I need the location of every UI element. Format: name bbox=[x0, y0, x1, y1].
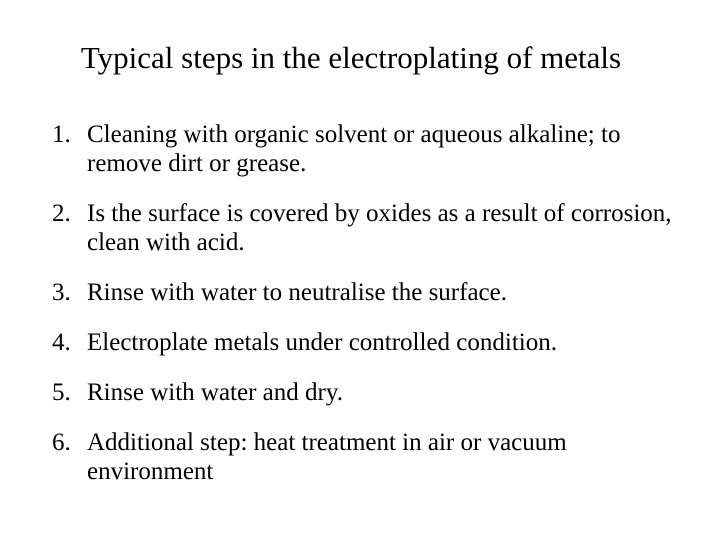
step-number: 1. bbox=[52, 121, 71, 148]
step-item bbox=[52, 328, 692, 357]
step-item bbox=[52, 378, 692, 407]
slide-title: Typical steps in the electroplating of metals bbox=[80, 40, 622, 75]
steps-list bbox=[52, 120, 692, 507]
step-text: Cleaning with organic solvent or aqueous alkaline; to remove dirt or grease. bbox=[87, 121, 621, 177]
step-number: 2. bbox=[52, 200, 71, 227]
step-item bbox=[52, 428, 692, 486]
step-number: 6. bbox=[52, 429, 71, 456]
step-text: Rinse with water to neutralise the surface. bbox=[87, 279, 507, 306]
step-number: 4. bbox=[52, 329, 71, 356]
step-text: Additional step: heat treatment in air or vacuum environment bbox=[87, 429, 567, 485]
step-text: Electroplate metals under controlled condition. bbox=[87, 329, 557, 356]
step-text: Rinse with water and dry. bbox=[87, 379, 343, 406]
step-text: Is the surface is covered by oxides as a result of corrosion, clean with acid. bbox=[87, 200, 672, 256]
step-item bbox=[52, 278, 692, 307]
step-item bbox=[52, 199, 692, 257]
step-item bbox=[52, 120, 692, 178]
step-number: 3. bbox=[52, 279, 71, 306]
step-number: 5. bbox=[52, 379, 71, 406]
